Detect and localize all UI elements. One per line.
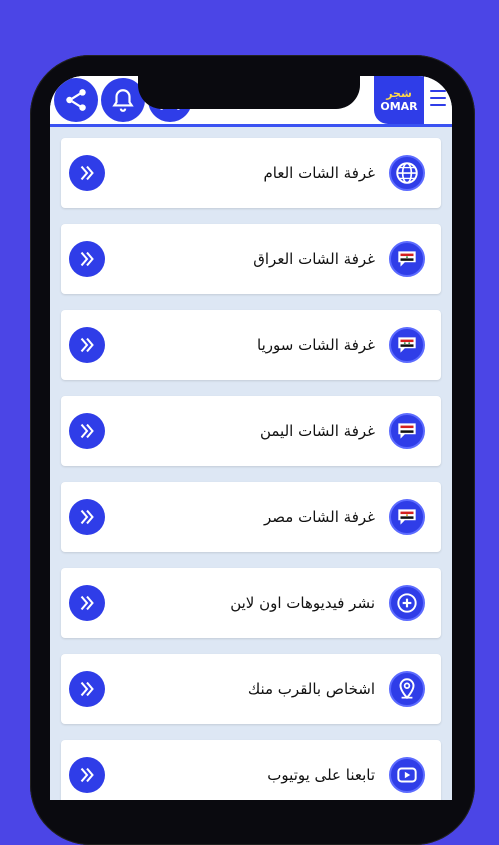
list-item-syria-chat[interactable] (61, 310, 441, 380)
list-item-label: غرفة الشات اليمن (259, 422, 375, 440)
location-pin-icon (389, 671, 425, 707)
list-item-label: غرفة الشات سوريا (257, 336, 375, 354)
list-item-people-nearby[interactable] (61, 654, 441, 724)
list-item-label: غرفة الشات مصر (264, 508, 375, 526)
list-item-iraq-chat[interactable] (61, 224, 441, 294)
list-item-label: نشر فيديوهات اون لاين (230, 594, 375, 612)
app-screen (50, 76, 452, 800)
chevron-right-icon[interactable] (69, 499, 105, 535)
add-circle-icon (389, 585, 425, 621)
youtube-icon (389, 757, 425, 793)
list-item-label: اشخاص بالقرب منك (247, 680, 375, 698)
app-logo (374, 76, 424, 124)
list-item-public-chat[interactable] (61, 138, 441, 208)
chevron-right-icon[interactable] (69, 327, 105, 363)
chat-flag-icon (389, 327, 425, 363)
chevron-right-icon[interactable] (69, 155, 105, 191)
list-item-label: غرفة الشات العراق (253, 250, 375, 268)
bell-icon (110, 87, 136, 113)
list-item-egypt-chat[interactable] (61, 482, 441, 552)
logo-top-text: شجر (386, 86, 412, 100)
phone-notch (138, 76, 360, 109)
list-item-label: غرفة الشات العام (263, 164, 375, 182)
list-item-label: تابعنا على يوتيوب (267, 766, 375, 784)
chat-flag-icon (389, 241, 425, 277)
chevron-right-icon[interactable] (69, 757, 105, 793)
share-icon (63, 87, 89, 113)
chevron-right-icon[interactable] (69, 585, 105, 621)
chevron-right-icon[interactable] (69, 241, 105, 277)
hamburger-menu-icon[interactable] (430, 90, 446, 106)
logo-main-text: OMAR (380, 99, 418, 113)
list-item-publish-videos[interactable] (61, 568, 441, 638)
chevron-right-icon[interactable] (69, 671, 105, 707)
list-item-yemen-chat[interactable] (61, 396, 441, 466)
globe-icon (389, 155, 425, 191)
chevron-right-icon[interactable] (69, 413, 105, 449)
list-item-youtube[interactable] (61, 740, 441, 800)
chat-flag-icon (389, 413, 425, 449)
chat-flag-icon (389, 499, 425, 535)
share-button[interactable] (54, 78, 98, 122)
